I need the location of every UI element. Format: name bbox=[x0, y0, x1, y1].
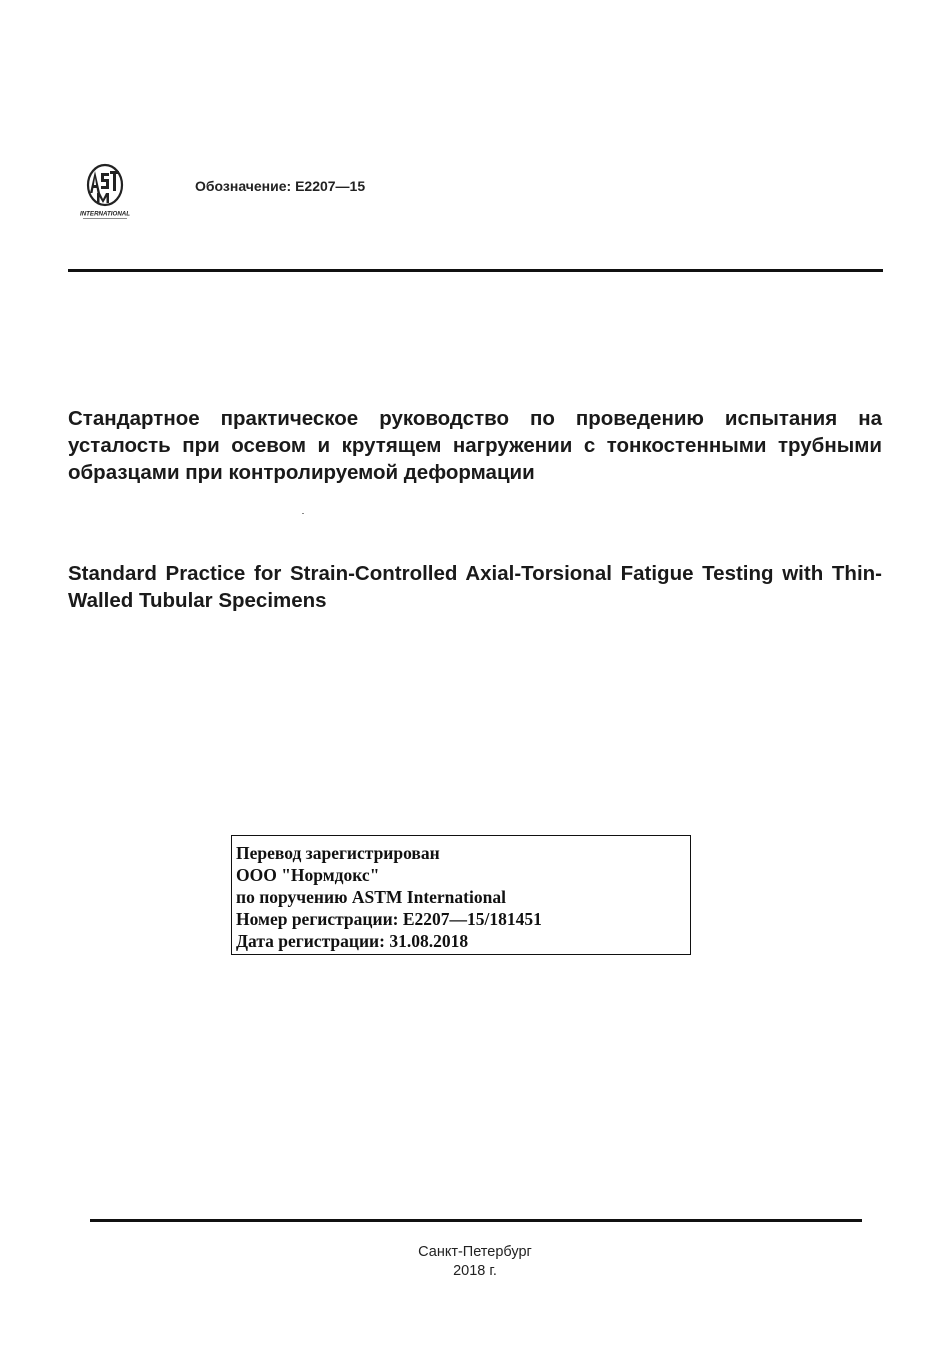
astm-logo-icon bbox=[80, 163, 130, 221]
footer bbox=[0, 1243, 950, 1281]
designation: Обозначение: E2207—15 bbox=[195, 178, 366, 194]
bottom-divider bbox=[90, 1219, 862, 1222]
logo-text: INTERNATIONAL bbox=[80, 210, 130, 218]
registration-line-3: по поручению ASTM International bbox=[236, 887, 506, 907]
footer-city: Санкт-Петербург bbox=[418, 1244, 532, 1260]
footer-year: 2018 г. bbox=[453, 1263, 497, 1279]
registration-number: Номер регистрации: E2207—15/181451 bbox=[236, 909, 542, 929]
top-divider bbox=[68, 269, 883, 272]
stray-mark bbox=[302, 513, 304, 514]
registration-line-1: Перевод зарегистрирован bbox=[236, 843, 440, 863]
registration-box bbox=[231, 835, 691, 955]
registration-date: Дата регистрации: 31.08.2018 bbox=[236, 931, 469, 951]
title-english: Standard Practice for Strain-Controlled Axial-Torsional Fatigue Testing with Thin-Walled Tubular Specimens bbox=[68, 562, 882, 612]
registration-line-2: ООО "Нормдокс" bbox=[236, 865, 380, 885]
title-russian: Стандартное практическое руководство по проведению испытания на усталость при осевом и крутящем нагружении с тонкостенными трубными образцами при контролируемой деформации bbox=[68, 407, 882, 484]
